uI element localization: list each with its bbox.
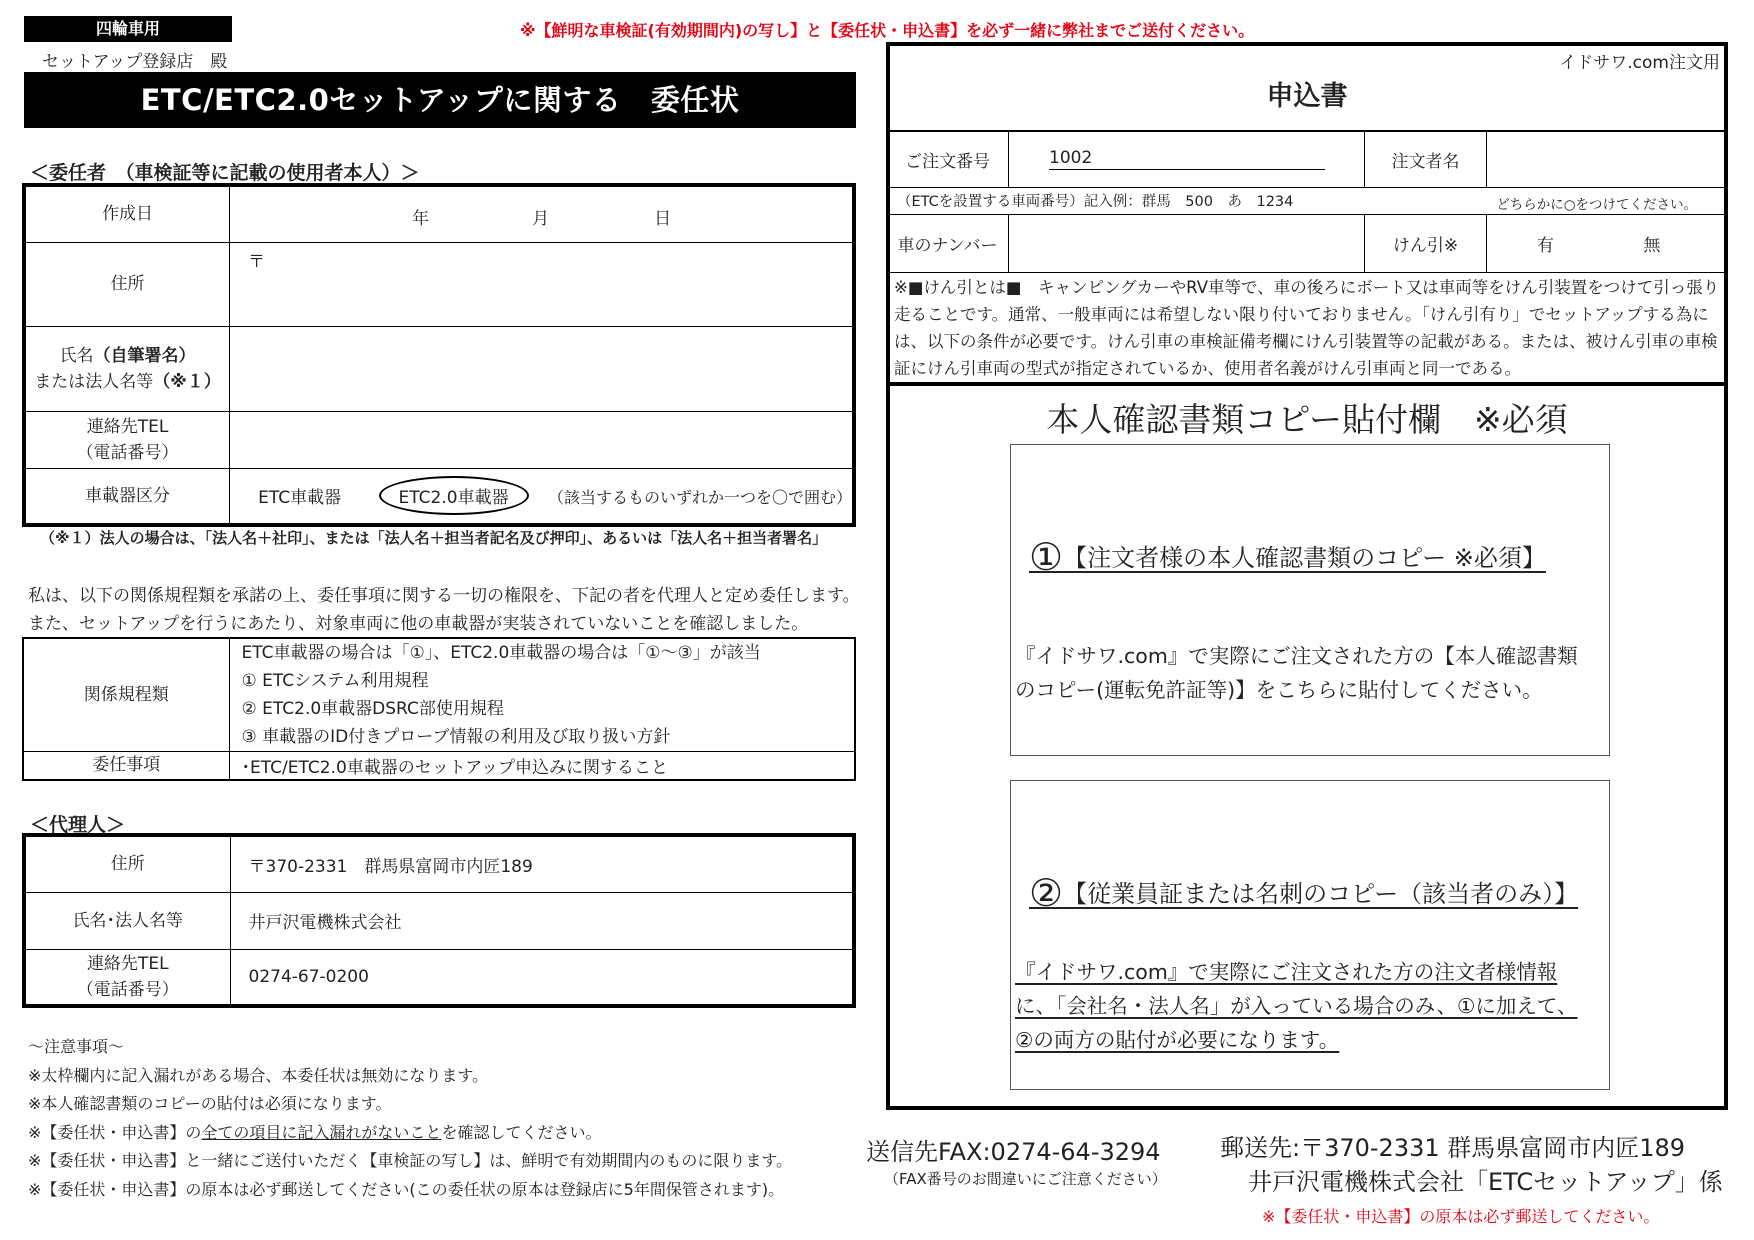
vehicle-type-badge: 四輪車用	[24, 16, 232, 42]
name-field[interactable]	[230, 326, 854, 411]
top-warning: ※【鮮明な車検証(有効期間内)の写し】と【委任状・申込書】を必ず一緒に弊社までご送付ください。	[520, 21, 1255, 40]
circle-hint: どちらかに○をつけてください。	[1496, 196, 1697, 213]
regulations-list: ETC車載器の場合は「①」、ETC2.0車載器の場合は「①～③」が該当 ① ETCシステム利用規程 ② ETC2.0車載器DSRC部使用規程 ③ 車載器のID付きプローブ情報の利用及び取り扱い方針	[229, 638, 855, 752]
addressee: セットアップ登録店 殿	[42, 52, 228, 72]
orderer-label: 注文者名	[1365, 131, 1487, 187]
agent-tel-label: 連絡先TEL （電話番号）	[24, 949, 230, 1006]
device-option-etc[interactable]: ETC車載器	[258, 488, 342, 509]
paste-area-1-instructions: 『イドサワ.com』で実際にご注文された方の【本人確認書類 のコピー(運転免許証等)】をこちらに貼付してください。	[1015, 644, 1578, 702]
tow-options	[1487, 214, 1728, 272]
device-option-etc2-circled[interactable]: ETC2.0車載器	[379, 476, 529, 515]
agent-address-value: 〒370-2331 群馬県富岡市内匠189	[230, 835, 854, 892]
mailing-address: 郵送先:〒370-2331 群馬県富岡市内匠189	[1220, 1134, 1686, 1162]
address-field[interactable]	[230, 242, 854, 326]
consent-text: 私は、以下の関係規程類を承諾の上、委任事項に関する一切の権限を、下記の者を代理人と定め委任します。 また、セットアップを行うにあたり、対象車両に他の車載器が実装されていないことを確認しました。	[28, 586, 860, 634]
application-form	[886, 42, 1728, 1110]
plate-field[interactable]	[1009, 214, 1365, 272]
corporate-note: （※１）法人の場合は、「法人名＋社印」、または「法人名＋担当者記名及び押印」、あるいは「法人名＋担当者署名」	[40, 529, 828, 547]
order-no-field[interactable]	[1009, 131, 1365, 187]
year-label: 年	[412, 209, 430, 230]
order-for-label: イドサワ.com注文用	[1559, 53, 1720, 73]
postal-mark: 〒	[248, 251, 266, 272]
note-item: ※【委任状・申込書】の全ての項目に記入漏れがないことを確認してください。	[28, 1122, 602, 1142]
number-two-circle-icon: ②	[1029, 871, 1064, 915]
order-no-label: ご注文番号	[887, 131, 1009, 187]
name-label: 氏名（自筆署名） または法人名等（※１）	[24, 326, 230, 411]
notes-section	[28, 1033, 792, 1204]
order-table	[886, 130, 1728, 273]
plate-hint: （ETCを設置する車両番号）記入例：群馬 500 あ 1234	[897, 194, 1294, 210]
plate-label: 車のナンバー	[887, 214, 1009, 272]
tow-yes-option[interactable]: 有	[1537, 235, 1554, 256]
application-title: 申込書	[1266, 81, 1348, 112]
id-copy-paste-area[interactable]	[1010, 444, 1610, 756]
order-no-value: 1002	[1049, 148, 1325, 170]
note-item: ※太枠欄内に記入漏れがある場合、本委任状は無効になります。	[28, 1065, 489, 1085]
mandate-label: 委任事項	[23, 752, 229, 780]
date-label: 作成日	[24, 185, 230, 242]
agent-name-value: 井戸沢電機株式会社	[230, 892, 854, 949]
agent-tel-value: 0274-67-0200	[230, 949, 854, 1006]
mailing-recipient: 井戸沢電機株式会社「ETCセットアップ」係	[1248, 1168, 1723, 1196]
id-copy-title: 本人確認書類コピー貼付欄 ※必須	[1046, 400, 1568, 439]
paste-area-1-title: ①【注文者様の本人確認書類のコピー ※必須】	[1029, 535, 1546, 579]
regulations-table	[22, 637, 856, 781]
delegator-heading: ＜委任者 （車検証等に記載の使用者本人）＞	[30, 162, 420, 184]
plate-hint-row	[887, 187, 1728, 214]
agent-address-label: 住所	[24, 835, 230, 892]
note-item: ※【委任状・申込書】と一緒にご送付いただく【車検証の写し】は、鮮明で有効期間内のものに限ります。	[28, 1151, 793, 1170]
tel-field[interactable]	[230, 411, 854, 468]
tow-no-option[interactable]: 無	[1643, 235, 1661, 256]
employee-id-paste-area[interactable]	[1010, 780, 1610, 1090]
tow-label: けん引※	[1365, 214, 1487, 272]
note-item: ※本人確認書類のコピーの貼付は必須になります。	[28, 1094, 392, 1113]
agent-name-label: 氏名･法人名等	[24, 892, 230, 949]
orderer-field[interactable]	[1487, 131, 1728, 187]
regulations-label: 関係規程類	[23, 638, 229, 752]
fax-number: 送信先FAX:0274-64-3294	[866, 1138, 1161, 1166]
agent-heading: ＜代理人＞	[30, 814, 126, 836]
device-options	[230, 468, 854, 525]
number-one-circle-icon: ①	[1029, 535, 1064, 579]
day-label: 日	[654, 209, 672, 230]
address-label: 住所	[24, 242, 230, 326]
delegator-table	[22, 183, 856, 527]
paste-area-2-instructions: 『イドサワ.com』で実際にご注文された方の注文者様情報 に、「会社名・法人名」が入っている場合のみ、①に加えて、 ②の両方の貼付が必要になります。	[1015, 960, 1578, 1052]
device-note: （該当するものいずれか一つを〇で囲む）	[547, 488, 852, 508]
page-title: ETC/ETC2.0セットアップに関する 委任状	[24, 72, 856, 128]
paste-area-2-title: ②【従業員証または名刺のコピー（該当者のみ）】	[1029, 871, 1579, 915]
agent-table	[22, 833, 856, 1008]
date-field[interactable]	[230, 185, 854, 242]
notes-title: ～注意事項～	[28, 1037, 125, 1056]
note-item: ※【委任状・申込書】の原本は必ず郵送してください(この委任状の原本は登録店に5年間保管されます)。	[28, 1179, 785, 1199]
tel-label: 連絡先TEL （電話番号）	[24, 411, 230, 468]
fax-note: （FAX番号のお間違いにご注意ください）	[884, 1170, 1167, 1188]
device-label: 車載器区分	[24, 468, 230, 525]
month-label: 月	[532, 209, 550, 230]
tow-note: ※■けん引とは■ キャンピングカーやRV車等で、車の後ろにボート又は車両等をけん引装置をつけて引っ張り走ることです。通常、一般車両には希望しない限り付いておりません。「けん引有り」でセットアップする為には、以下の条件が必要です。けん引車の車検証備考欄にけん引装置等の記載がある。または、被けん引車の車検証にけん引車両の型式が指定されているか、使用者名義がけん引車両と同一である。	[894, 278, 1720, 378]
mail-warning: ※【委任状・申込書】の原本は必ず郵送してください。	[1262, 1207, 1660, 1226]
mandate-value: ･ETC/ETC2.0車載器のセットアップ申込みに関すること	[229, 752, 855, 780]
section-divider	[886, 382, 1728, 386]
